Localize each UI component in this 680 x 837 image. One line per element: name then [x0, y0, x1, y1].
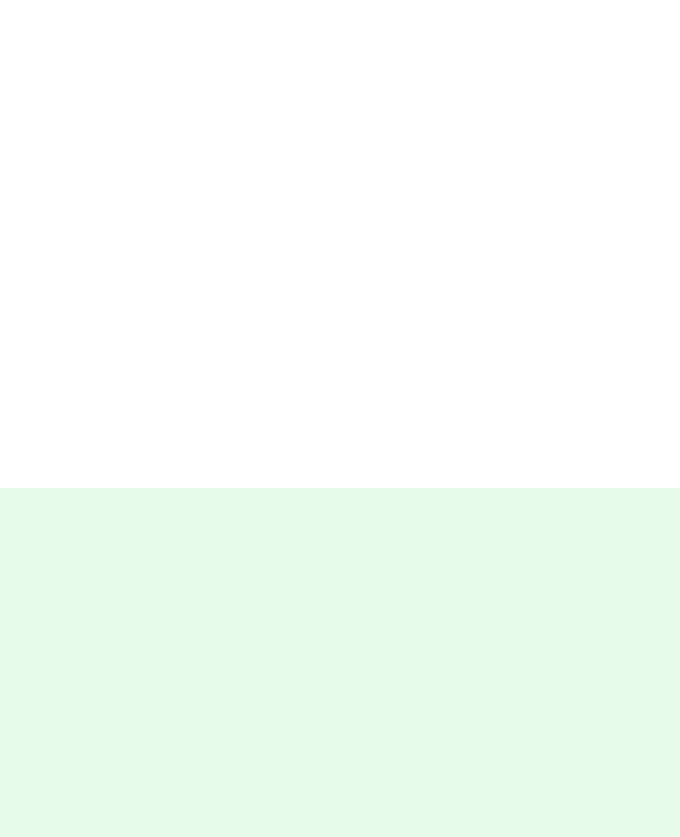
- answer-section: [0, 488, 680, 837]
- solution-section: [0, 28, 680, 488]
